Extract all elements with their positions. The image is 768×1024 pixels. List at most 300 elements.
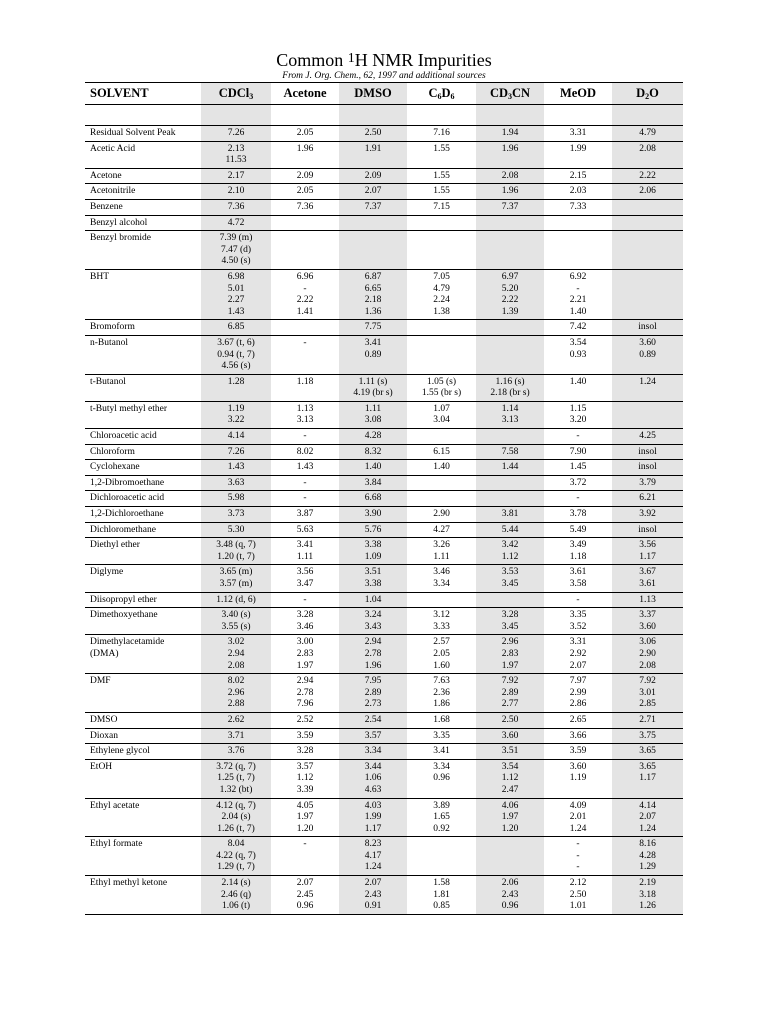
table-cell bbox=[612, 635, 683, 674]
column-header-subscript: 2 bbox=[645, 92, 650, 101]
cell-value: 2.65 bbox=[569, 714, 587, 725]
cell-value: 2.52 bbox=[296, 714, 314, 725]
table-cell bbox=[476, 744, 544, 760]
cell-value: 3.41 bbox=[296, 540, 314, 551]
cell-value bbox=[407, 218, 476, 230]
row-name bbox=[85, 270, 201, 320]
table-cell bbox=[339, 184, 407, 200]
cell-value: 0.89 bbox=[364, 349, 382, 360]
table-cell bbox=[544, 231, 612, 270]
cell-value: 3.28 bbox=[296, 746, 314, 757]
table-cell bbox=[612, 491, 683, 507]
cell-value: 2.54 bbox=[364, 714, 382, 725]
cell-value: - bbox=[303, 493, 307, 504]
table-cell bbox=[612, 523, 683, 539]
table-cell bbox=[407, 375, 476, 402]
cell-value: 7.75 bbox=[364, 322, 382, 333]
table-cell bbox=[339, 523, 407, 539]
row-name-line: Ethyl formate bbox=[90, 839, 143, 850]
spacer-cell bbox=[201, 105, 271, 126]
cell-value: 0.96 bbox=[296, 901, 314, 912]
row-name-line: EtOH bbox=[90, 761, 113, 772]
table-cell bbox=[612, 760, 683, 799]
row-name-line: 1,2-Dibromoethane bbox=[90, 477, 165, 488]
table-grid bbox=[85, 82, 683, 915]
table-cell bbox=[271, 336, 339, 375]
cell-value: 2.05 bbox=[433, 648, 450, 659]
cell-value: 2.22 bbox=[501, 295, 519, 306]
cell-value: - bbox=[303, 839, 307, 850]
column-header-subscript: 6 bbox=[437, 92, 442, 101]
cell-value bbox=[407, 322, 476, 334]
table-cell bbox=[271, 200, 339, 216]
table-cell bbox=[612, 729, 683, 745]
cell-value: 3.28 bbox=[501, 610, 519, 621]
spacer-cell bbox=[407, 105, 476, 126]
cell-value: 3.38 bbox=[364, 579, 382, 589]
table-cell bbox=[271, 760, 339, 799]
cell-value: 3.06 bbox=[639, 637, 656, 648]
cell-value: 2.17 bbox=[227, 170, 245, 181]
cell-value: 2.50 bbox=[364, 128, 382, 138]
table-cell bbox=[476, 184, 544, 200]
cell-value: 2.09 bbox=[296, 170, 314, 181]
table-cell bbox=[339, 270, 407, 320]
cell-value: 3.92 bbox=[639, 509, 656, 520]
cell-value: 3.78 bbox=[569, 509, 587, 520]
table-cell bbox=[339, 445, 407, 461]
cell-value: 3.08 bbox=[364, 415, 382, 426]
table-cell bbox=[407, 876, 476, 915]
table-cell bbox=[476, 674, 544, 713]
cell-value bbox=[407, 478, 476, 490]
row-name-line: Residual Solvent Peak bbox=[90, 128, 176, 138]
cell-value: 1.14 bbox=[501, 403, 519, 414]
table-cell bbox=[612, 270, 683, 320]
table-cell bbox=[407, 538, 476, 565]
table-cell bbox=[201, 635, 271, 674]
cell-value: 1.60 bbox=[433, 660, 450, 671]
table-cell bbox=[407, 429, 476, 445]
table-cell bbox=[201, 320, 271, 336]
table-cell bbox=[476, 538, 544, 565]
table-cell bbox=[201, 476, 271, 492]
table-cell bbox=[407, 799, 476, 838]
table-cell bbox=[271, 491, 339, 507]
row-name bbox=[85, 336, 201, 375]
table-cell bbox=[612, 200, 683, 216]
cell-value: 7.63 bbox=[433, 676, 450, 687]
cell-value: 3.66 bbox=[569, 730, 587, 741]
table-cell bbox=[339, 876, 407, 915]
table-cell bbox=[407, 336, 476, 375]
table-cell bbox=[476, 837, 544, 876]
table-cell bbox=[544, 523, 612, 539]
cell-value: 5.30 bbox=[227, 524, 245, 535]
cell-value: 2.89 bbox=[364, 687, 382, 698]
table-cell bbox=[271, 231, 339, 270]
cell-value: 2.90 bbox=[639, 648, 656, 659]
cell-value: 3.51 bbox=[364, 567, 382, 578]
row-name bbox=[85, 184, 201, 200]
cell-value: 1.96 bbox=[364, 660, 382, 671]
row-name bbox=[85, 523, 201, 539]
cell-value: 3.42 bbox=[501, 540, 519, 551]
table-cell bbox=[476, 565, 544, 592]
cell-value bbox=[612, 202, 683, 214]
cell-value: 4.12 (q, 7) bbox=[216, 800, 256, 811]
row-name-line: Dimethoxyethane bbox=[90, 610, 158, 621]
table-cell bbox=[407, 402, 476, 429]
column-header-text: D bbox=[636, 86, 646, 100]
cell-value: 7.58 bbox=[501, 446, 519, 457]
table-cell bbox=[339, 460, 407, 476]
column-header-text: MeOD bbox=[559, 86, 597, 100]
cell-value: 1.43 bbox=[227, 306, 245, 317]
cell-value: 8.04 bbox=[227, 839, 245, 850]
table-cell bbox=[339, 336, 407, 375]
table-cell bbox=[544, 270, 612, 320]
cell-value bbox=[612, 233, 683, 245]
cell-value: 1.11 bbox=[433, 551, 450, 562]
cell-value: 4.28 bbox=[364, 431, 382, 442]
cell-value: 3.75 bbox=[639, 730, 656, 741]
table-cell bbox=[612, 837, 683, 876]
table-cell bbox=[201, 538, 271, 565]
cell-value: 0.93 bbox=[569, 349, 587, 360]
cell-value: 3.31 bbox=[569, 637, 587, 648]
table-cell bbox=[612, 593, 683, 609]
cell-value: insol bbox=[638, 462, 657, 473]
cell-value: - bbox=[303, 477, 307, 488]
table-cell bbox=[339, 837, 407, 876]
cell-value: 2.43 bbox=[364, 889, 382, 900]
cell-value: 2.06 bbox=[639, 186, 656, 197]
cell-value: 1.19 bbox=[569, 773, 587, 784]
cell-value: 1.94 bbox=[501, 128, 519, 138]
cell-value bbox=[544, 233, 612, 245]
table-cell bbox=[201, 523, 271, 539]
cell-value: 1.04 bbox=[364, 594, 382, 605]
table-cell bbox=[407, 593, 476, 609]
column-header-text: D bbox=[441, 86, 451, 100]
cell-value: 2.88 bbox=[227, 699, 245, 710]
cell-value: 3.79 bbox=[639, 477, 656, 488]
table-cell bbox=[544, 608, 612, 635]
cell-value: 3.65 (m) bbox=[219, 567, 253, 578]
cell-value: 5.98 bbox=[227, 493, 245, 504]
table-cell bbox=[544, 538, 612, 565]
table-cell bbox=[271, 507, 339, 523]
cell-value: - bbox=[576, 862, 580, 873]
cell-value: 1.12 bbox=[296, 773, 314, 784]
column-header bbox=[339, 82, 407, 105]
cell-value: 2.04 (s) bbox=[221, 812, 251, 823]
table-cell bbox=[612, 320, 683, 336]
cell-value: 1.29 bbox=[639, 862, 656, 873]
cell-value bbox=[612, 218, 683, 230]
table-cell bbox=[407, 445, 476, 461]
cell-value: 2.57 bbox=[433, 637, 450, 648]
table-cell bbox=[476, 216, 544, 232]
table-cell bbox=[271, 744, 339, 760]
table-cell bbox=[476, 445, 544, 461]
table-cell bbox=[339, 799, 407, 838]
cell-value: 1.05 (s) bbox=[426, 376, 457, 387]
cell-value bbox=[476, 478, 544, 490]
table-cell bbox=[544, 402, 612, 429]
cell-value: 2.06 bbox=[501, 878, 519, 889]
table-cell bbox=[476, 507, 544, 523]
cell-value: 7.37 bbox=[364, 201, 382, 212]
cell-value: 8.02 bbox=[296, 446, 314, 457]
cell-value: 2.85 bbox=[639, 699, 656, 710]
cell-value: 3.13 bbox=[501, 415, 519, 426]
cell-value bbox=[476, 322, 544, 334]
table-cell bbox=[476, 336, 544, 375]
cell-value bbox=[339, 233, 407, 245]
table-cell bbox=[201, 837, 271, 876]
table-cell bbox=[476, 523, 544, 539]
cell-value: 3.45 bbox=[501, 621, 519, 632]
cell-value: 3.46 bbox=[296, 621, 314, 632]
cell-value: insol bbox=[638, 322, 657, 333]
cell-value: 3.57 bbox=[364, 730, 382, 741]
cell-value: 2.22 bbox=[639, 170, 656, 181]
cell-value: 3.38 bbox=[364, 540, 382, 551]
cell-value: 7.37 bbox=[501, 201, 519, 212]
cell-value: 3.41 bbox=[433, 746, 450, 757]
table-cell bbox=[201, 507, 271, 523]
cell-value: 3.31 bbox=[569, 128, 587, 138]
cell-value bbox=[476, 595, 544, 607]
cell-value: 1.96 bbox=[501, 143, 519, 154]
table-cell bbox=[201, 593, 271, 609]
cell-value: 3.39 bbox=[296, 784, 314, 795]
cell-value bbox=[476, 839, 544, 851]
cell-value: 3.28 bbox=[296, 610, 314, 621]
row-name-line: Chloroacetic acid bbox=[90, 431, 157, 442]
cell-value: 1.96 bbox=[296, 143, 314, 154]
table-cell bbox=[339, 375, 407, 402]
cell-value: 2.83 bbox=[296, 648, 314, 659]
cell-value: 2.08 bbox=[227, 660, 245, 671]
table-cell bbox=[271, 523, 339, 539]
table-cell bbox=[476, 491, 544, 507]
cell-value: 3.90 bbox=[364, 509, 382, 520]
cell-value bbox=[407, 233, 476, 245]
table-cell bbox=[476, 375, 544, 402]
table-cell bbox=[612, 169, 683, 185]
cell-value bbox=[407, 431, 476, 443]
table-cell bbox=[271, 876, 339, 915]
cell-value: 1.13 bbox=[296, 403, 314, 414]
cell-value: 3.58 bbox=[569, 579, 587, 589]
cell-value: 1.24 bbox=[364, 862, 382, 873]
cell-value bbox=[271, 233, 339, 245]
column-header bbox=[85, 82, 201, 105]
cell-value: 3.24 bbox=[364, 610, 382, 621]
cell-value: 2.62 bbox=[227, 714, 245, 725]
cell-value: 2.99 bbox=[569, 687, 587, 698]
cell-value: 1.24 bbox=[639, 376, 656, 387]
table-cell bbox=[201, 169, 271, 185]
cell-value: 6.97 bbox=[501, 271, 519, 282]
table-cell bbox=[612, 126, 683, 142]
cell-value: 2.22 bbox=[296, 295, 314, 306]
cell-value: 1.55 bbox=[433, 143, 450, 154]
cell-value: 3.81 bbox=[501, 509, 519, 520]
cell-value: 3.35 bbox=[569, 610, 587, 621]
table-cell bbox=[544, 320, 612, 336]
cell-value: 1.06 (t) bbox=[222, 901, 250, 912]
cell-value: 4.09 bbox=[569, 800, 587, 811]
cell-value: 3.59 bbox=[569, 746, 587, 757]
cell-value: 4.14 bbox=[227, 431, 245, 442]
row-name-line: Acetic Acid bbox=[90, 143, 136, 154]
table-cell bbox=[544, 593, 612, 609]
table-cell bbox=[612, 375, 683, 402]
cell-value: 4.17 bbox=[364, 850, 382, 861]
cell-value: 4.72 bbox=[227, 217, 245, 228]
cell-value: 3.41 bbox=[364, 337, 382, 348]
spacer-cell bbox=[271, 105, 339, 126]
column-header bbox=[476, 82, 544, 105]
table-cell bbox=[339, 169, 407, 185]
column-header-subscript: 6 bbox=[450, 92, 455, 101]
table-cell bbox=[612, 216, 683, 232]
cell-value: 3.51 bbox=[501, 746, 519, 757]
cell-value: 1.12 (d, 6) bbox=[216, 594, 256, 605]
cell-value: 2.96 bbox=[227, 687, 245, 698]
cell-value: 3.45 bbox=[501, 579, 519, 589]
table-cell bbox=[271, 565, 339, 592]
table-cell bbox=[339, 593, 407, 609]
cell-value: 1.29 (t, 7) bbox=[217, 862, 255, 873]
cell-value: 3.71 bbox=[227, 730, 245, 741]
table-cell bbox=[476, 231, 544, 270]
table-cell bbox=[612, 713, 683, 729]
table-cell bbox=[476, 799, 544, 838]
table-cell bbox=[612, 476, 683, 492]
table-cell bbox=[201, 216, 271, 232]
cell-value: 6.85 bbox=[227, 322, 245, 333]
table-cell bbox=[407, 126, 476, 142]
table-cell bbox=[476, 593, 544, 609]
cell-value: 3.65 bbox=[639, 746, 656, 757]
cell-value: 0.92 bbox=[433, 823, 450, 834]
row-name bbox=[85, 760, 201, 799]
cell-value: 2.27 bbox=[227, 295, 245, 306]
cell-value bbox=[544, 218, 612, 230]
table-cell bbox=[339, 476, 407, 492]
cell-value: 3.54 bbox=[501, 761, 519, 772]
table-cell bbox=[544, 216, 612, 232]
table-cell bbox=[407, 270, 476, 320]
table-cell bbox=[612, 674, 683, 713]
row-name bbox=[85, 375, 201, 402]
row-name bbox=[85, 491, 201, 507]
table-cell bbox=[271, 375, 339, 402]
row-name bbox=[85, 169, 201, 185]
table-cell bbox=[612, 336, 683, 375]
cell-value: 1.24 bbox=[639, 823, 656, 834]
table-cell bbox=[407, 744, 476, 760]
row-name bbox=[85, 445, 201, 461]
cell-value bbox=[476, 233, 544, 245]
cell-value: 3.63 bbox=[227, 477, 245, 488]
cell-value: 5.01 bbox=[227, 283, 245, 294]
cell-value: - bbox=[303, 431, 307, 442]
cell-value: 7.05 bbox=[433, 271, 450, 282]
table-cell bbox=[407, 216, 476, 232]
cell-value: 1.96 bbox=[501, 186, 519, 197]
cell-value: 1.11 bbox=[296, 551, 314, 562]
cell-value: 2.21 bbox=[569, 295, 587, 306]
cell-value: 3.12 bbox=[433, 610, 450, 621]
cell-value: 1.36 bbox=[364, 306, 382, 317]
cell-value: 2.94 bbox=[296, 676, 314, 687]
cell-value: 1.16 (s) bbox=[495, 376, 525, 387]
row-name bbox=[85, 429, 201, 445]
table-cell bbox=[544, 429, 612, 445]
table-cell bbox=[339, 216, 407, 232]
table-cell bbox=[201, 799, 271, 838]
cell-value: 2.08 bbox=[501, 170, 519, 181]
cell-value: 1.28 bbox=[227, 376, 245, 387]
table-cell bbox=[612, 538, 683, 565]
cell-value: 2.07 bbox=[364, 878, 382, 889]
cell-value: 8.16 bbox=[639, 839, 656, 850]
row-name bbox=[85, 460, 201, 476]
cell-value: 2.94 bbox=[227, 648, 245, 659]
cell-value: 6.98 bbox=[227, 271, 245, 282]
cell-value: - bbox=[303, 283, 307, 294]
table-cell bbox=[271, 635, 339, 674]
row-name-line: Chloroform bbox=[90, 446, 135, 457]
cell-value bbox=[407, 338, 476, 350]
cell-value: 2.01 bbox=[569, 812, 587, 823]
cell-value: 2.86 bbox=[569, 699, 587, 710]
table-cell bbox=[476, 713, 544, 729]
cell-value: 3.33 bbox=[433, 621, 450, 632]
cell-value: 1.65 bbox=[433, 812, 450, 823]
cell-value: 8.32 bbox=[364, 446, 382, 457]
cell-value: 1.97 bbox=[296, 660, 314, 671]
cell-value: 1.15 bbox=[569, 403, 587, 414]
table-cell bbox=[544, 200, 612, 216]
table-cell bbox=[612, 876, 683, 915]
table-cell bbox=[201, 744, 271, 760]
cell-value: 2.03 bbox=[569, 186, 587, 197]
cell-value: 3.60 bbox=[501, 730, 519, 741]
table-cell bbox=[476, 635, 544, 674]
cell-value: 3.18 bbox=[639, 889, 656, 900]
table-cell bbox=[612, 429, 683, 445]
cell-value: 3.84 bbox=[364, 477, 382, 488]
cell-value: 1.18 bbox=[569, 551, 587, 562]
cell-value: 4.05 bbox=[296, 800, 314, 811]
table-cell bbox=[201, 270, 271, 320]
cell-value: insol bbox=[638, 524, 657, 535]
cell-value: 1.44 bbox=[501, 462, 519, 473]
table-cell bbox=[612, 608, 683, 635]
table-cell bbox=[476, 476, 544, 492]
row-name-line: Diglyme bbox=[90, 567, 124, 578]
cell-value: 3.46 bbox=[433, 567, 450, 578]
cell-value: 1.12 bbox=[501, 773, 519, 784]
cell-value: 2.09 bbox=[364, 170, 382, 181]
